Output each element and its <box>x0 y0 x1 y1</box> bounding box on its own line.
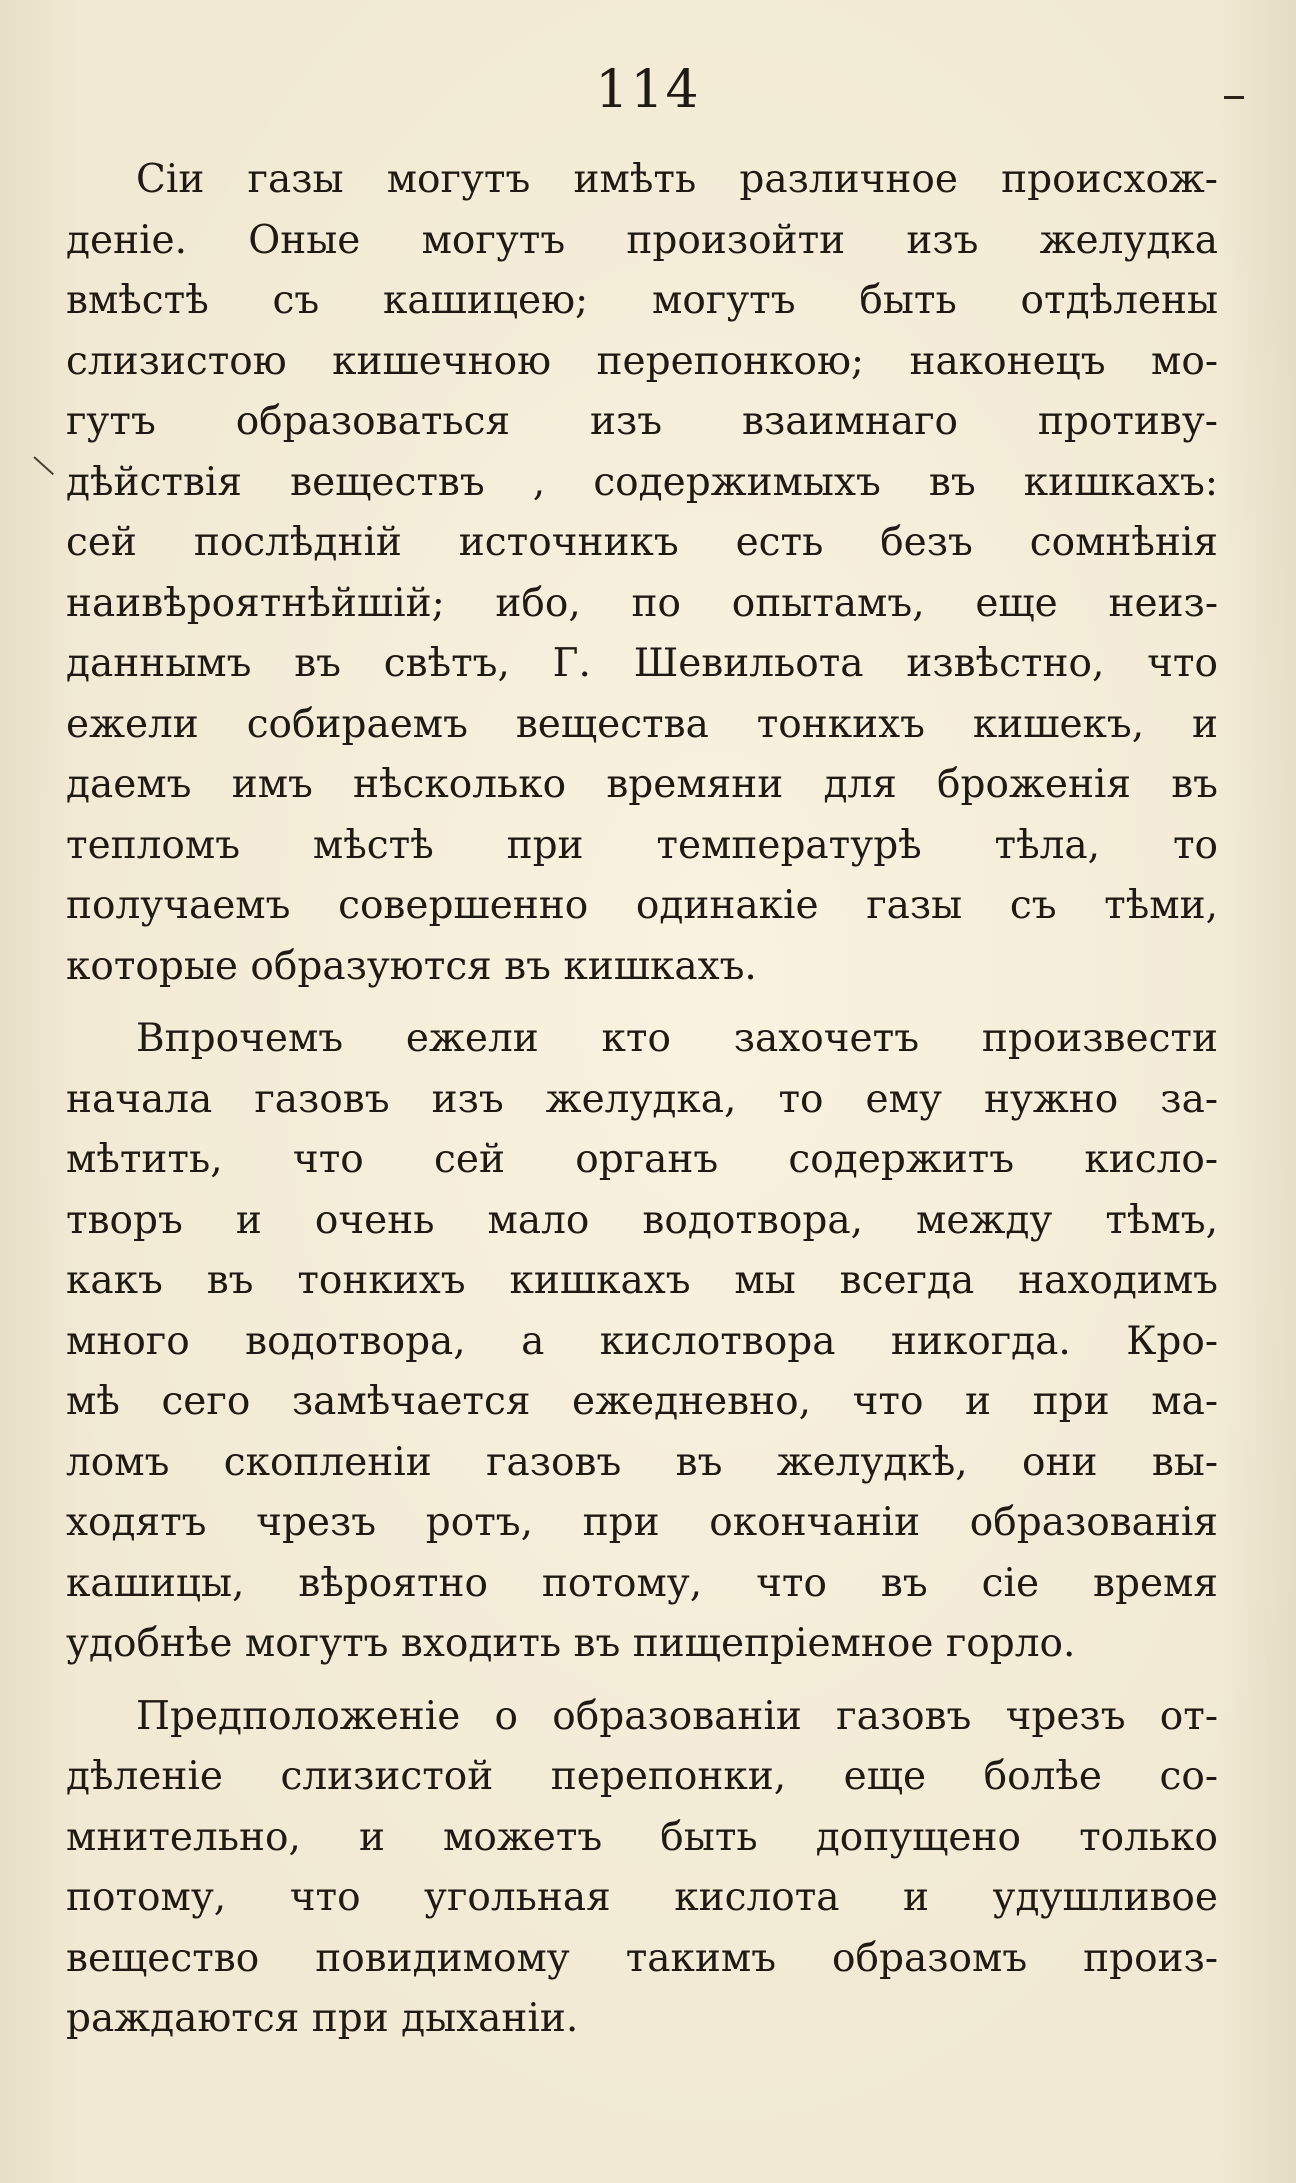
text-line: получаемъ совершенно одинакіе газы съ тѣми, <box>66 883 1218 928</box>
text-line: которые образуются въ кишкахъ. <box>66 943 757 989</box>
text-line: даннымъ въ свѣтъ, Г. Шевильота извѣстно, что <box>66 641 1218 686</box>
text-line: сей послѣдній источникъ есть безъ сомнѣнія <box>66 520 1218 565</box>
text-line: раждаются при дыханіи. <box>66 1996 579 2041</box>
text-line: потому, что угольная кислота и удушливое <box>66 1875 1218 1920</box>
paragraph-3 <box>66 1687 1218 2050</box>
text-line: мѣтить, что сей органъ содержитъ кисло- <box>66 1137 1218 1182</box>
text-line: кашицы, вѣроятно потому, что въ сіе время <box>66 1560 1218 1606</box>
paragraph-gap <box>66 1675 1218 1687</box>
paragraph-1 <box>66 150 1218 997</box>
text-line: дѣйствія веществъ , содержимыхъ въ кишкахъ: <box>66 459 1218 505</box>
text-line: даемъ имъ нѣсколько времяни для броженія въ <box>66 762 1218 807</box>
stray-ink-mark <box>33 456 54 475</box>
text-line: Предположеніе о образованіи газовъ чрезъ от- <box>136 1693 1218 1739</box>
text-line: деніе. Оныe могутъ произойти изъ желудка <box>66 217 1218 263</box>
text-line: какъ въ тонкихъ кишкахъ мы всегда находимъ <box>66 1258 1218 1303</box>
text-line: много водотвора, а кислотвора никогда. Кро- <box>66 1318 1218 1364</box>
body-text <box>66 150 1218 2050</box>
text-line: слизистою кишечною перепонкою; наконецъ мо- <box>66 338 1218 384</box>
text-line: наивѣроятнѣйшій; ибо, по опытамъ, еще неиз- <box>66 580 1218 626</box>
text-line: мнительно, и можетъ быть допущено только <box>66 1814 1218 1860</box>
paragraph-2 <box>66 1009 1218 1675</box>
text-line: творъ и очень мало водотвора, между тѣмъ, <box>66 1197 1218 1243</box>
page-number: 114 <box>595 60 701 120</box>
text-line: мѣ сего замѣчается ежедневно, что и при ма- <box>66 1379 1218 1424</box>
text-line: гутъ образоваться изъ взаимнаго противу- <box>66 399 1218 444</box>
text-line: удобнѣе могутъ входить въ пищепріемное горло. <box>66 1621 1076 1666</box>
margin-dash-mark <box>1224 96 1244 99</box>
text-line: ежели собираемъ вещества тонкихъ кишекъ, и <box>66 701 1218 747</box>
text-line: Впрочемъ ежели кто захочетъ произвести <box>136 1016 1218 1061</box>
text-line: дѣленіе слизистой перепонки, еще болѣе со- <box>66 1754 1218 1799</box>
text-line: Сіи газы могутъ имѣть различное происхож- <box>136 157 1218 202</box>
text-line: вмѣстѣ съ кашицею; могутъ быть отдѣлены <box>66 278 1218 323</box>
text-line: ходятъ чрезъ ротъ, при окончаніи образованія <box>66 1500 1218 1545</box>
text-line: тепломъ мѣстѣ при температурѣ тѣла, то <box>66 822 1218 868</box>
text-line: начала газовъ изъ желудка, то ему нужно за- <box>66 1076 1218 1122</box>
text-line: ломъ скопленіи газовъ въ желудкѣ, они вы- <box>66 1439 1218 1485</box>
paragraph-gap <box>66 997 1218 1009</box>
text-line: вещество повидимому такимъ образомъ произ- <box>66 1935 1218 1981</box>
